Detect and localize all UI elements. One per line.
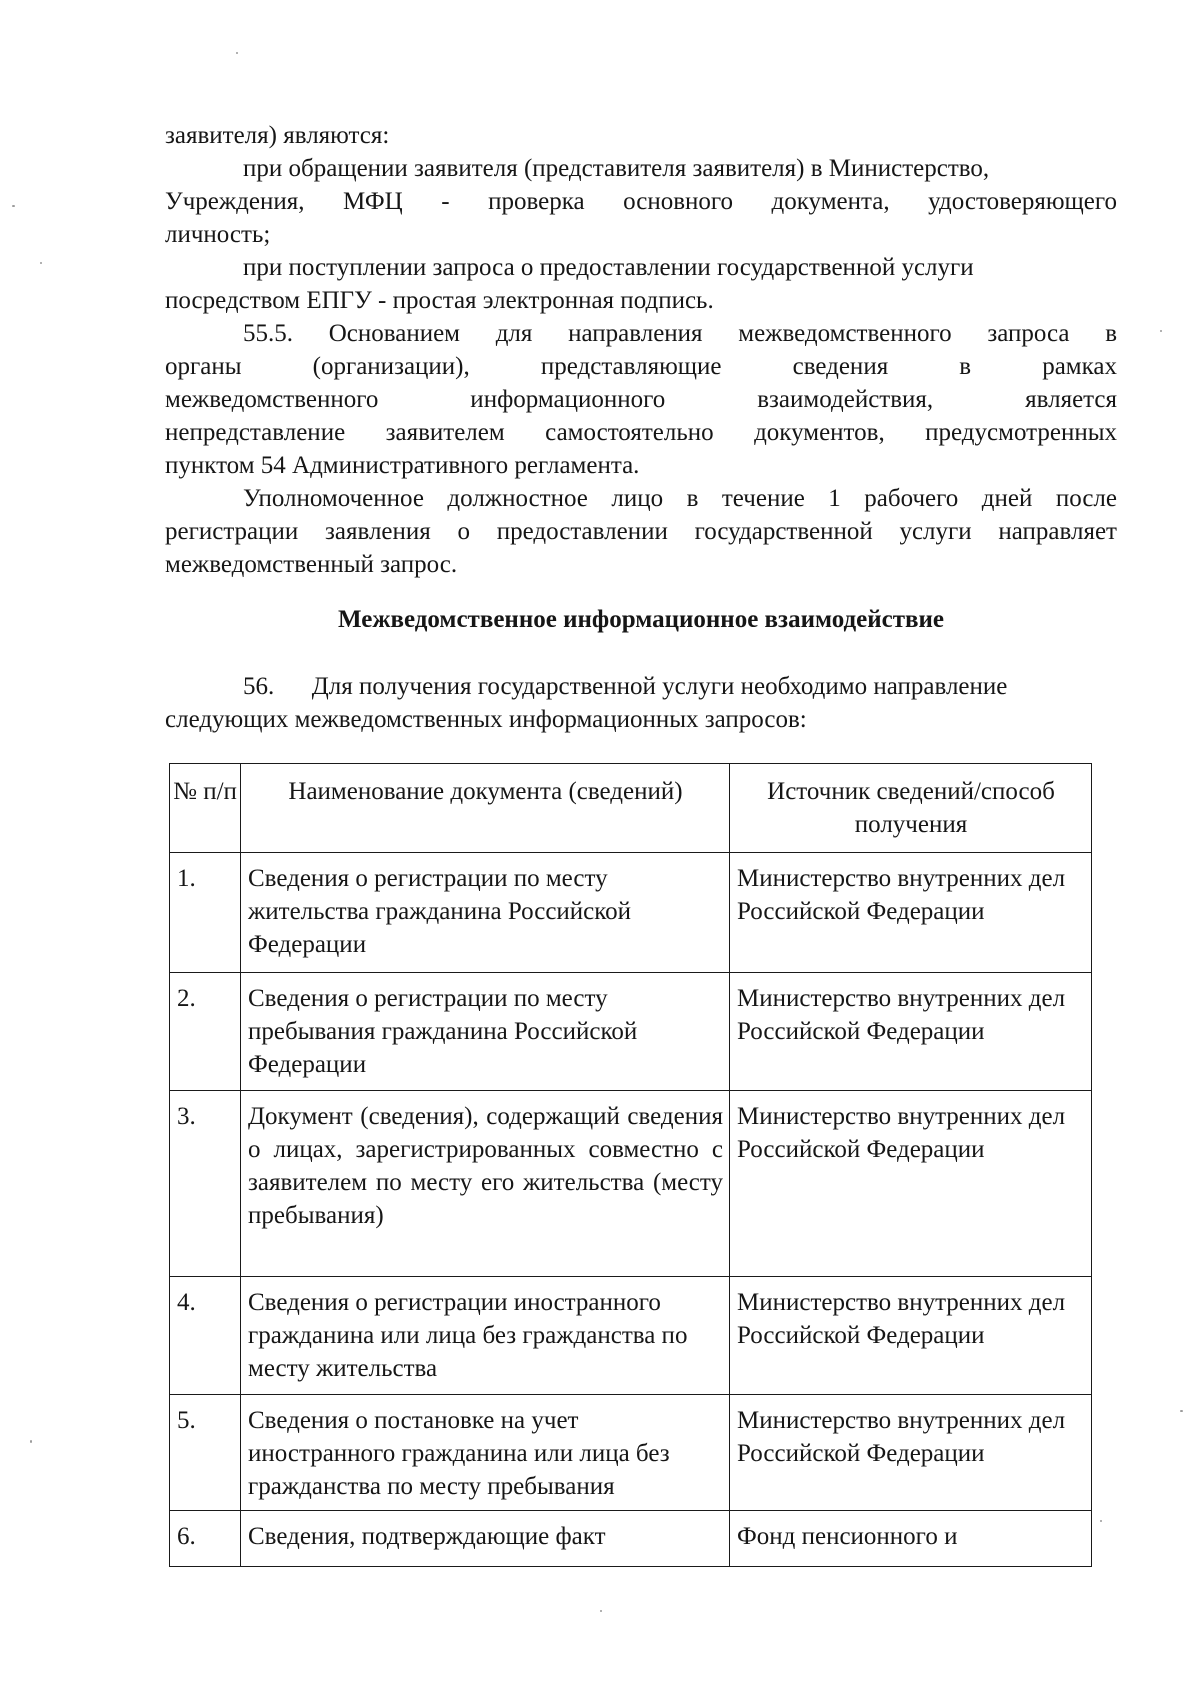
row-source: Министерство внутренних дел Российской Федерации	[730, 1395, 1092, 1511]
scan-speck	[1180, 1410, 1183, 1412]
row-document-name: Документ (сведения), содержащий сведения о лицах, зарегистрированных совместно с заявителем по месту его жительства (месту пребывания)	[241, 1091, 730, 1277]
paragraph-line: Уполномоченное должностное лицо в течение 1 рабочего дней после	[243, 485, 1117, 512]
row-number: 5.	[170, 1395, 241, 1511]
row-document-name: Сведения о постановке на учет иностранного гражданина или лица без гражданства по месту пребывания	[241, 1395, 730, 1511]
paragraph-line: заявителя) являются:	[165, 122, 390, 149]
table-row	[170, 1277, 1092, 1395]
row-source: Министерство внутренних дел Российской Федерации	[730, 1277, 1092, 1395]
paragraph-line: личность;	[165, 221, 271, 248]
table-header-row	[170, 764, 1092, 853]
scan-speck	[30, 1440, 32, 1443]
table-row	[170, 1091, 1092, 1277]
header-number: № п/п	[170, 764, 241, 853]
row-number: 1.	[170, 853, 241, 973]
row-document-name: Сведения о регистрации иностранного гражданина или лица без гражданства по месту жительства	[241, 1277, 730, 1395]
row-number: 6.	[170, 1511, 241, 1567]
table-row	[170, 1395, 1092, 1511]
header-document-name: Наименование документа (сведений)	[241, 764, 730, 853]
scan-speck	[600, 1610, 602, 1612]
paragraph-line: при обращении заявителя (представителя заявителя) в Министерство,	[243, 155, 990, 182]
paragraph-line: регистрации заявления о предоставлении государственной услуги направляет	[165, 518, 1117, 545]
row-number: 4.	[170, 1277, 241, 1395]
table-row	[170, 973, 1092, 1091]
row-number: 3.	[170, 1091, 241, 1277]
row-document-name: Сведения, подтверждающие факт	[241, 1511, 730, 1567]
section-heading: Межведомственное информационное взаимодействие	[338, 606, 944, 633]
interagency-requests-table	[169, 763, 1092, 1567]
paragraph-line: следующих межведомственных информационных запросов:	[165, 706, 807, 733]
row-source: Фонд пенсионного и	[730, 1511, 1092, 1567]
row-source: Министерство внутренних дел Российской Федерации	[730, 973, 1092, 1091]
scan-speck	[1100, 1520, 1102, 1522]
header-source: Источник сведений/способ получения	[730, 764, 1092, 853]
scan-speck	[40, 262, 42, 264]
row-document-name: Сведения о регистрации по месту пребывания гражданина Российской Федерации	[241, 973, 730, 1091]
paragraph-56	[165, 670, 1117, 736]
row-source: Министерство внутренних дел Российской Федерации	[730, 1091, 1092, 1277]
paragraph-line: непредставление заявителем самостоятельно документов, предусмотренных	[165, 419, 1117, 446]
scan-speck	[1160, 330, 1162, 332]
row-source: Министерство внутренних дел Российской Федерации	[730, 853, 1092, 973]
paragraph-line: 55.5. Основанием для направления межведомственного запроса в	[243, 320, 1117, 347]
paragraph-line: пунктом 54 Административного регламента.	[165, 452, 640, 479]
row-number: 2.	[170, 973, 241, 1091]
paragraph-line: 56. Для получения государственной услуги необходимо направление	[243, 673, 1008, 700]
scan-speck	[12, 205, 15, 207]
paragraph-line: органы (организации), представляющие сведения в рамках	[165, 353, 1117, 380]
paragraph-line: межведомственного информационного взаимодействия, является	[165, 386, 1117, 413]
scan-speck	[236, 52, 238, 54]
paragraph-line: посредством ЕПГУ - простая электронная подпись.	[165, 287, 714, 314]
paragraph-line: Учреждения, МФЦ - проверка основного документа, удостоверяющего	[165, 188, 1117, 215]
table-row	[170, 1511, 1092, 1567]
row-document-name: Сведения о регистрации по месту жительства гражданина Российской Федерации	[241, 853, 730, 973]
paragraph-block-top	[165, 119, 1117, 581]
paragraph-line: при поступлении запроса о предоставлении государственной услуги	[243, 254, 974, 281]
table-row	[170, 853, 1092, 973]
paragraph-line: межведомственный запрос.	[165, 551, 458, 578]
